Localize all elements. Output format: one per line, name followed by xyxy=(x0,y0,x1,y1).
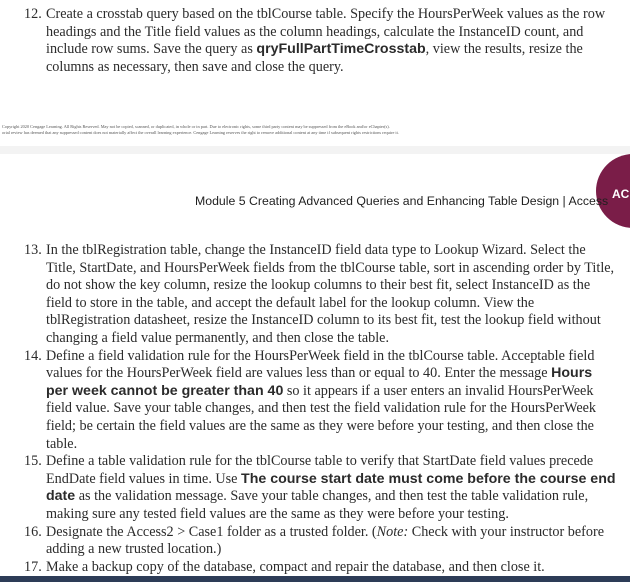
step-16 xyxy=(24,524,616,559)
query-name: qryFullPartTimeCrosstab xyxy=(256,41,426,58)
chapter-tab-label: AC xyxy=(612,187,630,201)
steps-top xyxy=(24,6,616,76)
step-text: Check with your instructor before adding a new trusted location.) xyxy=(46,523,605,558)
step-text: Designate the Access2 > Case1 folder as a trusted folder. ( xyxy=(46,523,377,540)
step-text: Define a field validation rule for the HoursPerWeek field in the tblCourse table. Acceptable field values for the HoursPerWeek field are values less than or equal to 40. Enter the message xyxy=(46,347,595,382)
step-17 xyxy=(24,559,616,577)
steps-bottom xyxy=(24,242,616,576)
validation-message: The course start date must come before the course end date xyxy=(46,470,616,505)
page-bottom xyxy=(0,154,630,578)
step-number: 15. xyxy=(24,453,42,470)
copyright-line: Copyright 2020 Cengage Learning. All Rights Reserved. May not be copied, scanned, or duplicated, in whole or in part. Due to electronic rights, some third party content may be suppressed from the eBook and/or eChapter(s). xyxy=(2,124,390,129)
step-13 xyxy=(24,242,616,348)
step-number: 16. xyxy=(24,523,42,540)
step-14 xyxy=(24,348,616,454)
step-text: Make a backup copy of the database, compact and repair the database, and then close it. xyxy=(46,558,545,575)
bottom-bar xyxy=(0,576,630,582)
copyright-notice xyxy=(2,124,628,136)
step-number: 13. xyxy=(24,242,42,258)
step-number: 12. xyxy=(24,6,42,22)
step-text: In the tblRegistration table, change the InstanceID field data type to Lookup Wizard. Select the Title, StartDate, and HoursPerWeek fields from the tblCourse table, sort in ascending order by Title, do not show the key column, resize the lookup columns to their best fit, select InstanceID as the field to store in the table, and accept the default label for the lookup column. View the tblRegistration datasheet, resize the InstanceID column to its best fit, test the lookup field without changing a field value permanently, and then close the table. xyxy=(46,242,615,346)
step-number: 17. xyxy=(24,558,42,575)
validation-message: Hours per week cannot be greater than 40 xyxy=(46,365,593,399)
step-text: , view the results, resize the columns as necessary, then save and close the query. xyxy=(46,41,583,75)
step-15 xyxy=(24,453,616,523)
step-text: Define a table validation rule for the tblCourse table to verify that StartDate field values precede EndDate field values in time. Use xyxy=(46,453,594,487)
page-gap xyxy=(0,146,630,154)
step-number: 14. xyxy=(24,347,42,364)
copyright-line: orial review has deemed that any suppressed content does not materially affect the overall learning experience. Cengage Learning reserves the right to remove additional content at any time if subsequent rights restrictions require it. xyxy=(2,130,399,135)
step-text: as the validation message. Save your table changes, and then test the table validation rule, making sure any tested field values are the same as they were before your testing. xyxy=(46,488,589,522)
step-text: so it appears if a user enters an invalid HoursPerWeek field value. Save your table changes, and then test the field validation rule for the HoursPerWeek field; be certain the field values are the same as they were before your testing, and then close the table. xyxy=(46,382,597,452)
step-text: Create a crosstab query based on the tblCourse table. Specify the HoursPerWeek values as the row headings and the Title field values as the column headings, calculate the InstanceID count, and include row sums. Save the query as xyxy=(46,6,606,58)
running-head: Module 5 Creating Advanced Queries and Enhancing Table Design | Access xyxy=(195,194,609,208)
step-12 xyxy=(24,6,616,76)
note-label: Note: xyxy=(376,523,409,540)
page-top xyxy=(0,0,630,148)
